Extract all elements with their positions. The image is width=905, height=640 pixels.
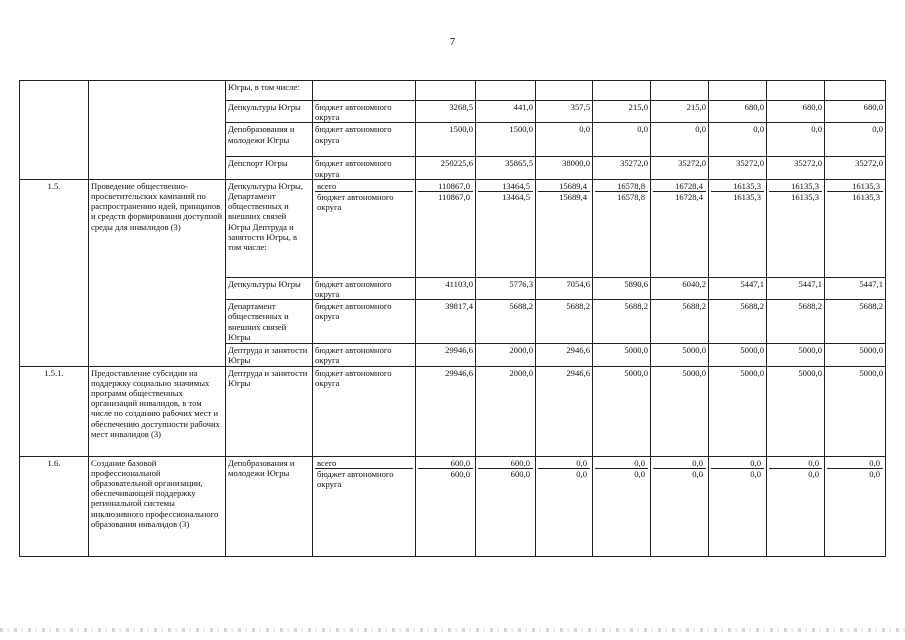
cell-amount <box>651 456 709 556</box>
cell-executor: Дептруда и занятости Югры <box>226 366 313 456</box>
cell-executor: Депкультуры Югры <box>226 277 313 299</box>
amount-budget: 0,0 <box>653 468 706 479</box>
cell-amount <box>709 179 767 277</box>
amount-budget: 16135,3 <box>827 191 883 202</box>
table-body <box>20 81 886 557</box>
amount-budget: 16578,8 <box>595 191 648 202</box>
cell-amount <box>536 81 593 101</box>
amount-total: 600,0 <box>450 457 470 468</box>
table-row <box>20 179 886 277</box>
cell-amount: 5688,2 <box>767 300 825 344</box>
cell-amount <box>416 456 476 556</box>
cell-amount: 5447,1 <box>767 277 825 299</box>
cell-executor: Депобразования и молодежи Югры <box>226 456 313 556</box>
amount-total: 600,0 <box>510 457 530 468</box>
cell-activity-name: Создание базовой профессиональной образовательной организации, обеспечивающей поддержку региональной системы инклюзивного профессионального образования инвалидов (3) <box>89 456 226 556</box>
cell-amount: 0,0 <box>767 123 825 157</box>
cell-amount <box>825 456 886 556</box>
amount-total: 0,0 <box>808 457 819 468</box>
amount-budget: 13464,5 <box>478 191 533 202</box>
cell-amount: 357,5 <box>536 101 593 123</box>
cell-amount: 1500,0 <box>416 123 476 157</box>
cell-amount: 35272,0 <box>709 157 767 179</box>
cell-code: 1.5. <box>20 179 89 366</box>
cell-amount <box>416 81 476 101</box>
cell-amount <box>536 456 593 556</box>
cell-amount: 35272,0 <box>651 157 709 179</box>
cell-funding-source: бюджет автономного округа <box>313 366 416 456</box>
cell-amount: 680,0 <box>825 101 886 123</box>
cell-code <box>20 81 89 180</box>
cell-activity-name <box>89 81 226 180</box>
cell-funding-source <box>313 179 416 277</box>
cell-amount: 5776,3 <box>476 277 536 299</box>
cell-amount: 680,0 <box>767 101 825 123</box>
funding-source-budget: бюджет автономного округа <box>315 191 413 212</box>
cell-amount: 215,0 <box>651 101 709 123</box>
cell-amount: 5688,2 <box>651 300 709 344</box>
funding-source-budget: бюджет автономного округа <box>315 468 413 489</box>
amount-total: 16578,8 <box>617 180 645 191</box>
cell-amount <box>767 179 825 277</box>
cell-amount <box>593 456 651 556</box>
amount-budget: 600,0 <box>418 468 473 479</box>
cell-amount <box>476 456 536 556</box>
cell-amount: 250225,6 <box>416 157 476 179</box>
cell-amount: 5000,0 <box>767 344 825 366</box>
table-row <box>20 456 886 556</box>
amount-total: 16135,3 <box>791 180 819 191</box>
cell-amount: 5688,2 <box>476 300 536 344</box>
cell-amount: 5000,0 <box>825 344 886 366</box>
cell-amount <box>767 81 825 101</box>
table-row <box>20 81 886 101</box>
cell-amount: 5688,2 <box>593 300 651 344</box>
amount-total: 0,0 <box>869 457 880 468</box>
amount-budget: 0,0 <box>538 468 590 479</box>
amount-total: 15689,4 <box>559 180 587 191</box>
cell-amount: 29946,6 <box>416 344 476 366</box>
cell-amount: 680,0 <box>709 101 767 123</box>
funding-source-total: всего <box>317 457 337 468</box>
cell-amount: 5000,0 <box>767 366 825 456</box>
amount-total: 0,0 <box>750 457 761 468</box>
cell-amount: 35272,0 <box>593 157 651 179</box>
cell-amount <box>709 456 767 556</box>
cell-amount <box>536 179 593 277</box>
funding-source-total: всего <box>317 180 337 191</box>
cell-amount: 5000,0 <box>593 344 651 366</box>
amount-total: 16135,3 <box>852 180 880 191</box>
cell-amount: 29946,6 <box>416 366 476 456</box>
cell-amount: 0,0 <box>536 123 593 157</box>
cell-amount: 215,0 <box>593 101 651 123</box>
amount-budget: 0,0 <box>769 468 822 479</box>
amount-budget: 110867,0 <box>418 191 473 202</box>
cell-activity-name: Проведение общественно-просветительских кампаний по распространению идей, принципов и средств формирования доступной среды для инвалидов (3) <box>89 179 226 366</box>
page-number: 7 <box>449 36 456 48</box>
amount-total: 16728,4 <box>675 180 703 191</box>
cell-amount: 5000,0 <box>709 344 767 366</box>
cell-funding-source <box>313 81 416 101</box>
cell-amount <box>593 81 651 101</box>
cell-executor: Депкультуры Югры, Департамент общественных и внешних связей Югры Дептруда и занятости Югры, в том числе: <box>226 179 313 277</box>
cell-amount: 41103,0 <box>416 277 476 299</box>
cell-amount: 6040,2 <box>651 277 709 299</box>
cell-executor: Дептруда и занятости Югры <box>226 344 313 366</box>
cell-funding-source <box>313 456 416 556</box>
cell-amount <box>651 179 709 277</box>
cell-amount <box>825 81 886 101</box>
cell-amount: 5000,0 <box>651 366 709 456</box>
amount-budget: 600,0 <box>478 468 533 479</box>
cell-amount: 0,0 <box>825 123 886 157</box>
cell-amount <box>651 81 709 101</box>
cell-amount <box>767 456 825 556</box>
cell-amount: 5688,2 <box>536 300 593 344</box>
cell-executor: Депобразования и молодежи Югры <box>226 123 313 157</box>
cell-amount: 5000,0 <box>709 366 767 456</box>
cell-executor: Департамент общественных и внешних связей Югры <box>226 300 313 344</box>
cell-funding-source: бюджет автономного округа <box>313 157 416 179</box>
amount-total: 0,0 <box>576 457 587 468</box>
cell-amount: 0,0 <box>651 123 709 157</box>
cell-amount <box>825 179 886 277</box>
amount-total: 13464,5 <box>502 180 530 191</box>
amount-total: 0,0 <box>692 457 703 468</box>
cell-code: 1.6. <box>20 456 89 556</box>
scan-artifact-line <box>0 628 905 632</box>
cell-amount <box>416 179 476 277</box>
cell-funding-source: бюджет автономного округа <box>313 300 416 344</box>
amount-budget: 0,0 <box>827 468 883 479</box>
cell-funding-source: бюджет автономного округа <box>313 344 416 366</box>
amount-budget: 15689,4 <box>538 191 590 202</box>
cell-amount: 39817,4 <box>416 300 476 344</box>
cell-amount: 38000,0 <box>536 157 593 179</box>
amount-budget: 0,0 <box>711 468 764 479</box>
cell-executor: Депспорт Югры <box>226 157 313 179</box>
amount-budget: 16728,4 <box>653 191 706 202</box>
cell-amount <box>476 81 536 101</box>
cell-amount: 5688,2 <box>825 300 886 344</box>
cell-amount <box>709 81 767 101</box>
amount-budget: 16135,3 <box>711 191 764 202</box>
cell-amount: 2946,6 <box>536 366 593 456</box>
cell-amount: 2000,0 <box>476 366 536 456</box>
amount-budget: 16135,3 <box>769 191 822 202</box>
cell-funding-source: бюджет автономного округа <box>313 101 416 123</box>
cell-amount: 5000,0 <box>825 366 886 456</box>
cell-amount: 35865,5 <box>476 157 536 179</box>
cell-executor: Югры, в том числе: <box>226 81 313 101</box>
amount-total: 16135,3 <box>733 180 761 191</box>
cell-amount: 0,0 <box>709 123 767 157</box>
program-table <box>19 80 886 557</box>
cell-amount <box>593 179 651 277</box>
cell-amount: 5000,0 <box>651 344 709 366</box>
cell-funding-source: бюджет автономного округа <box>313 123 416 157</box>
cell-amount: 5688,2 <box>709 300 767 344</box>
cell-amount: 3268,5 <box>416 101 476 123</box>
cell-amount: 5000,0 <box>593 366 651 456</box>
cell-amount: 1500,0 <box>476 123 536 157</box>
cell-activity-name: Предоставление субсидии на поддержку социально значимых программ общественных организаций инвалидов, в том числе по созданию рабочих мест и обеспечению доступности рабочих мест инвалидов (3) <box>89 366 226 456</box>
cell-amount: 5447,1 <box>825 277 886 299</box>
cell-amount: 0,0 <box>593 123 651 157</box>
cell-amount: 2946,6 <box>536 344 593 366</box>
cell-amount: 5447,1 <box>709 277 767 299</box>
cell-amount: 7054,6 <box>536 277 593 299</box>
cell-amount <box>476 179 536 277</box>
amount-total: 0,0 <box>634 457 645 468</box>
amount-total: 110867,0 <box>438 180 470 191</box>
cell-amount: 35272,0 <box>767 157 825 179</box>
cell-executor: Депкультуры Югры <box>226 101 313 123</box>
cell-amount: 2000,0 <box>476 344 536 366</box>
cell-amount: 441,0 <box>476 101 536 123</box>
cell-funding-source: бюджет автономного округа <box>313 277 416 299</box>
cell-amount: 5890,6 <box>593 277 651 299</box>
cell-code: 1.5.1. <box>20 366 89 456</box>
amount-budget: 0,0 <box>595 468 648 479</box>
table-row <box>20 366 886 456</box>
cell-amount: 35272,0 <box>825 157 886 179</box>
